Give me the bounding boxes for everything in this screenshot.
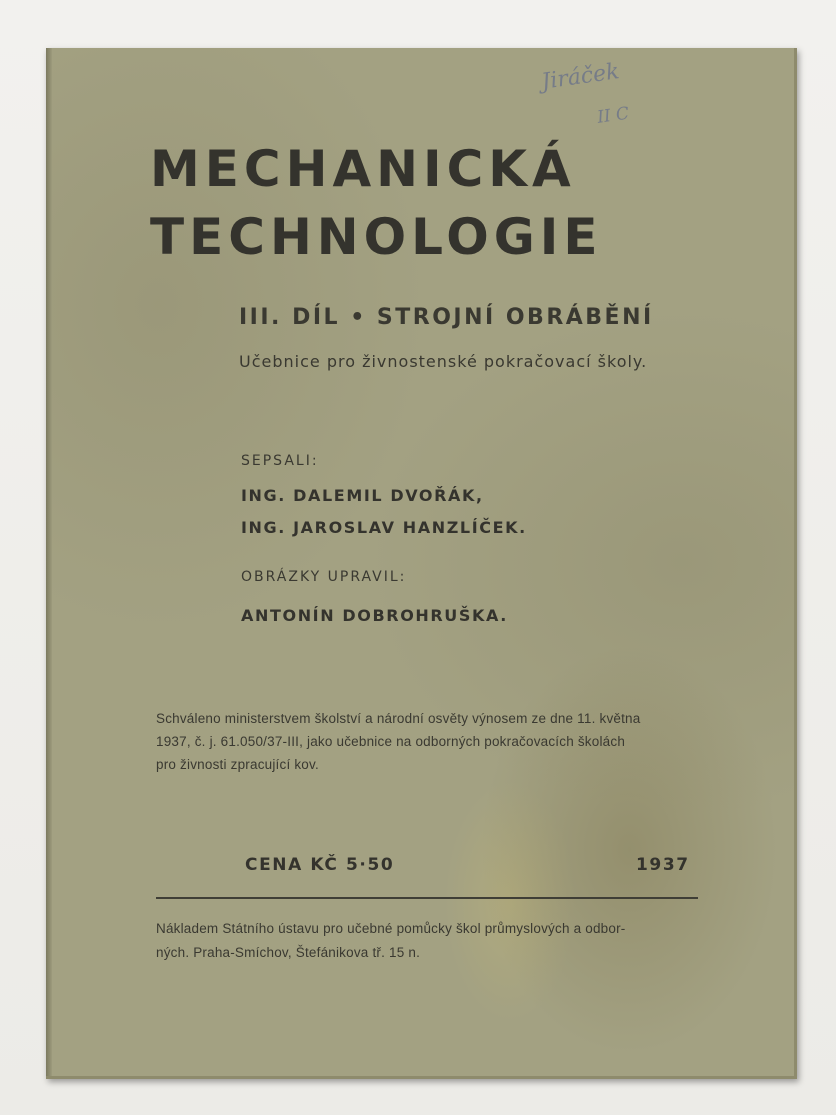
title-line-1: MECHANICKÁ	[150, 140, 576, 198]
approval-line-3: pro živnosti zpracující kov.	[156, 757, 319, 772]
handwritten-class-mark: II C	[596, 103, 631, 128]
publisher-line-1: Nákladem Státního ústavu pro učebné pomůcky škol průmyslových a odbor-	[156, 921, 626, 936]
price: CENA KČ 5·50	[245, 855, 395, 875]
publication-year: 1937	[636, 855, 690, 875]
description: Učebnice pro živnostenské pokračovací školy.	[239, 352, 648, 371]
subtitle: III. DÍL • STROJNÍ OBRÁBĚNÍ	[239, 305, 654, 330]
handwritten-owner-name: Jiráček	[540, 59, 621, 95]
publisher-line-2: ných. Praha-Smíchov, Štefánikova tř. 15 n.	[156, 945, 421, 960]
author-2: ING. JAROSLAV HANZLÍČEK.	[241, 518, 527, 537]
approval-line-1: Schváleno ministerstvem školství a národní osvěty výnosem ze dne 11. května	[156, 711, 641, 726]
divider-rule	[156, 897, 698, 899]
title-line-2: TECHNOLOGIE	[150, 208, 603, 266]
approval-line-2: 1937, č. j. 61.050/37-III, jako učebnice na odborných pokračovacích školách	[156, 734, 626, 749]
author-1: ING. DALEMIL DVOŘÁK,	[241, 486, 484, 505]
illustrator-label: OBRÁZKY UPRAVIL:	[241, 569, 407, 585]
authors-label: SEPSALI:	[241, 453, 319, 469]
illustrator-name: ANTONÍN DOBROHRUŠKA.	[241, 606, 508, 625]
cover-spine-edge	[46, 48, 52, 1076]
